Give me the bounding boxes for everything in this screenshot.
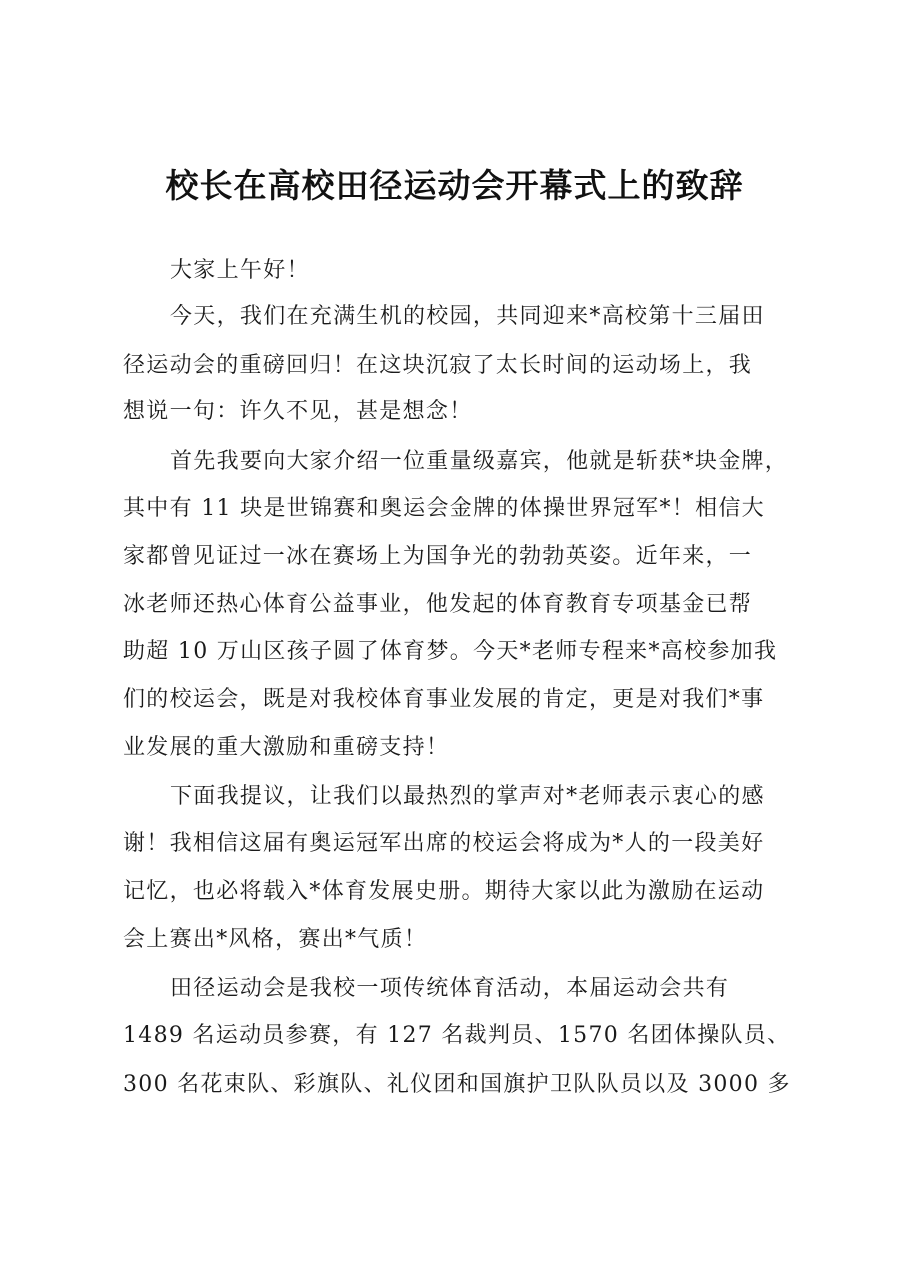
paragraph-line: 冰老师还热心体育公益事业，他发起的体育教育专项基金已帮 [123,592,753,617]
paragraph-line: 300 名花束队、彩旗队、礼仪团和国旗护卫队队员以及 3000 多 [123,1072,791,1097]
paragraph-line: 家都曾见证过一冰在赛场上为国争光的勃勃英姿。近年来，一 [123,544,753,569]
paragraph-line: 下面我提议，让我们以最热烈的掌声对*老师表示衷心的感 [170,784,765,809]
paragraph-line: 会上赛出*风格，赛出*气质！ [123,927,428,952]
paragraph-line: 谢！我相信这届有奥运冠军出席的校运会将成为*人的一段美好 [123,831,765,856]
paragraph-line: 1489 名运动员参赛，有 127 名裁判员、1570 名团体操队员、 [123,1023,791,1048]
paragraph-line: 今天，我们在充满生机的校园，共同迎来*高校第十三届田 [170,304,765,329]
paragraph-line: 首先我要向大家介绍一位重量级嘉宾，他就是斩获*块金牌， [170,449,789,474]
document-title: 校长在高校田径运动会开幕式上的致辞 [165,166,744,205]
paragraph-line: 田径运动会是我校一项传统体育活动，本届运动会共有 [170,976,730,1001]
paragraph-line: 们的校运会，既是对我校体育事业发展的肯定，更是对我们*事 [123,687,765,712]
paragraph-line: 业发展的重大激励和重磅支持！ [123,735,450,760]
paragraph-line: 径运动会的重磅回归！在这块沉寂了太长时间的运动场上，我 [123,353,753,378]
paragraph-line: 助超 10 万山区孩子圆了体育梦。今天*老师专程来*高校参加我 [123,639,778,664]
paragraph-line: 记忆，也必将载入*体育发展史册。期待大家以此为激励在运动 [123,879,765,904]
paragraph-line: 其中有 11 块是世锦赛和奥运会金牌的体操世界冠军*！相信大 [123,496,765,521]
paragraph-line: 大家上午好！ [170,258,310,283]
paragraph-line: 想说一句：许久不见，甚是想念！ [123,399,473,424]
